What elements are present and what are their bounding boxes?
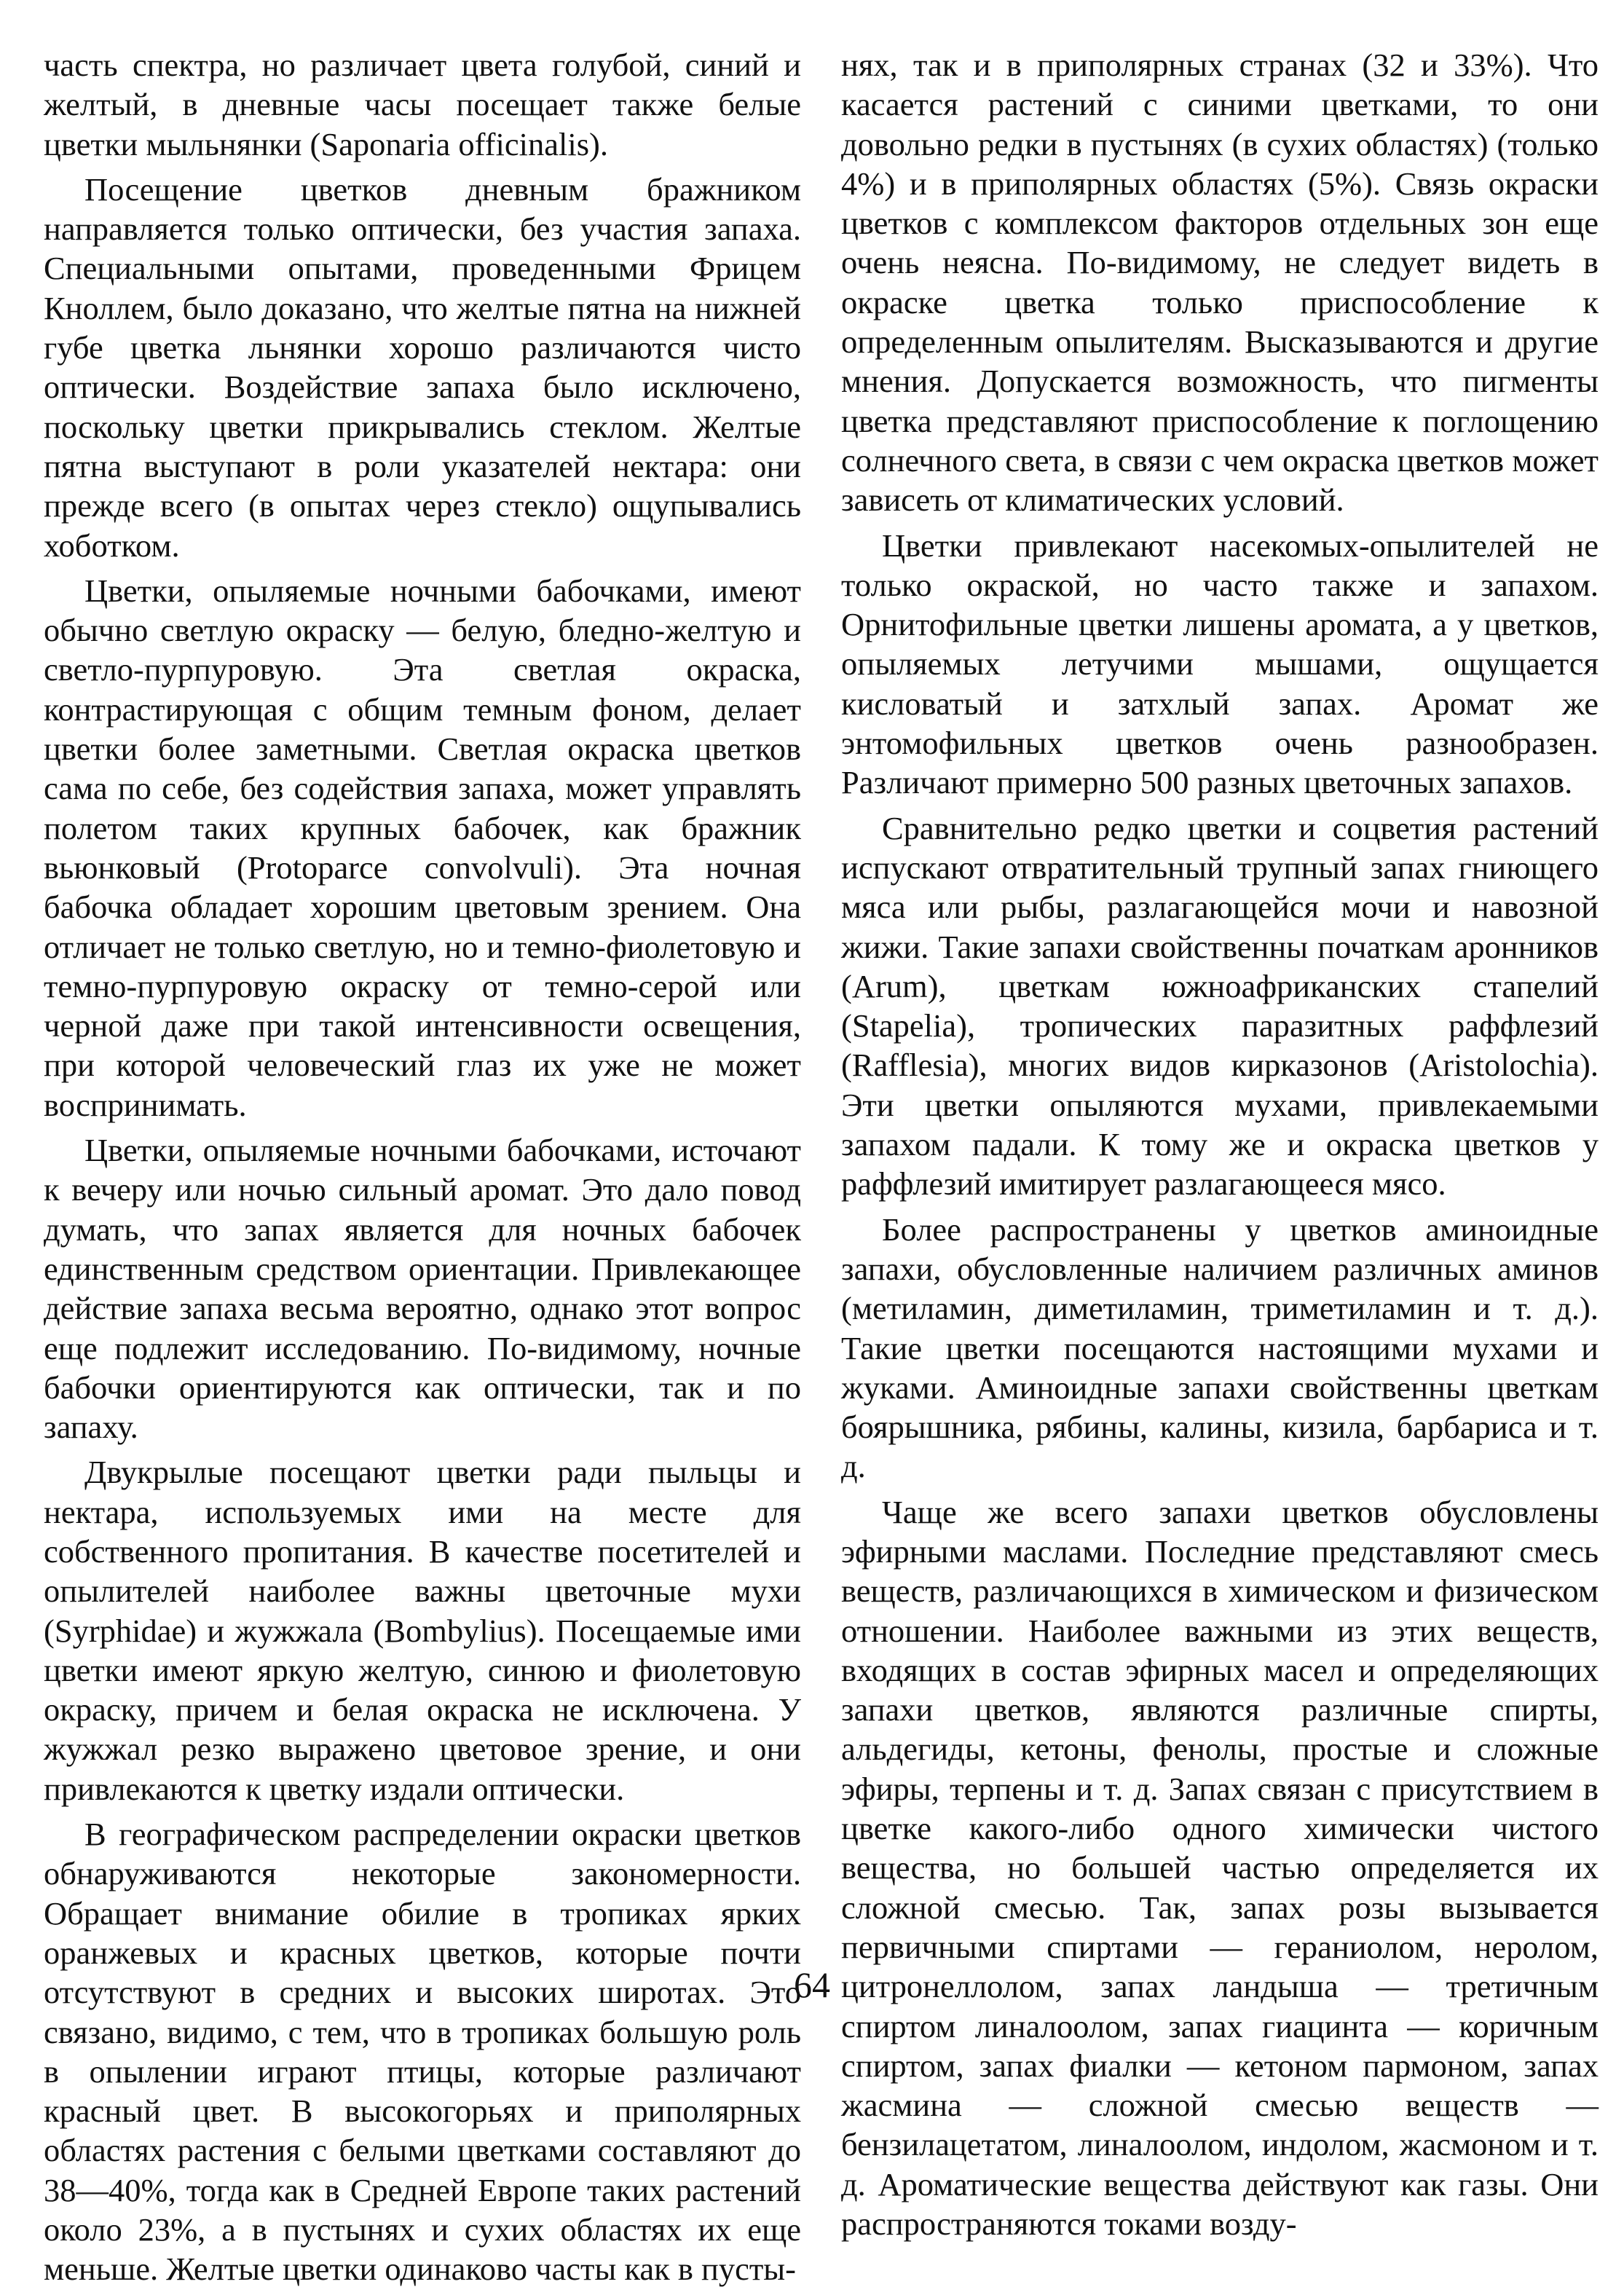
paragraph: В географическом распределении окраски цветков обнаруживаются некоторые закономерности. Обращает внимание обилие в тропиках ярких оранжевых и красных цветков, которые почти отсутствуют в средних и высоких широтах. Это связано, видимо, с тем, что в тропиках большую роль в опылении играют птицы, которые различают красный цвет. В высокогорьях и приполярных областях растения с белыми цветками составляют до 38—40%, тогда как в Средней Европе таких растений около 23%, а в пустынях и сухих областях их еще меньше. Желтые цветки одинаково часты как в пусты- bbox=[44, 1816, 801, 2288]
page-number: 64 bbox=[794, 1964, 830, 2005]
paragraph: Посещение цветков дневным бражником направляется только оптически, без участия запаха. Специальными опытами, проведенными Фрицем Кноллем, было доказано, что желтые пятна на нижней губе цветка льнянки хорошо различаются чисто оптически. Воздействие запаха было исключено, поскольку цветки прикрывались стеклом. Желтые пятна выступают в роли указателей нектара: они прежде всего (в опытах через стекло) ощупывались хоботком. bbox=[44, 170, 801, 564]
paragraph: Цветки, опыляемые ночными бабочками, источают к вечеру или ночью сильный аромат. Это дало повод думать, что запах является для ночных бабочек единственным средством ориентации. Привлекающее действие запаха весьма вероятно, однако этот вопрос еще подлежит исследованию. По-видимому, ночные бабочки ориентируются как оптически, так и по запаху. bbox=[44, 1132, 801, 1446]
paragraph: Сравнительно редко цветки и соцветия растений испускают отвратительный трупный запах гниющего мяса или рыбы, разлагающейся мочи и навозной жижи. Такие запахи свойственны початкам аронников (Arum), цветкам южноафриканских стапелий (Stapelia), тропических паразитных раффлезий (Rafflesia), многих видов кирказонов (Aristolochia). Эти цветки опыляются мухами, привлекаемыми запахом падали. К тому же и окраска цветков у раффлезий имитирует разлагающееся мясо. bbox=[841, 809, 1599, 1202]
paragraph: Более распространены у цветков аминоидные запахи, обусловленные наличием различных аминов (метиламин, диметиламин, триметиламин и т. д.). Такие цветки посещаются настоящими мухами и жуками. Аминоидные запахи свойственны цветкам боярышника, рябины, калины, кизила, барбариса и т. д. bbox=[841, 1211, 1599, 1485]
right-text-column bbox=[841, 45, 1599, 2249]
paragraph: нях, так и в приполярных странах (32 и 33%). Что касается растений с синими цветками, то они довольно редки в пустынях (в сухих областях) (только 4%) и в приполярных областях (5%). Связь окраски цветков с комплексом факторов отдельных зон еще очень неясна. По-видимому, не следует видеть в окраске цветка только приспособление к определенным опылителям. Высказываются и другие мнения. Допускается возможность, что пигменты цветка представляют приспособление к поглощению солнечного света, в связи с чем окраска цветков может зависеть от климатических условий. bbox=[841, 47, 1599, 519]
paragraph: Цветки привлекают насекомых-опылителей не только окраской, но часто также и запахом. Орнитофильные цветки лишены аромата, а у цветков, опыляемых летучими мышами, ощущается кисловатый и затхлый запах. Аромат же энтомофильных цветков очень разнообразен. Различают примерно 500 разных цветочных запахов. bbox=[841, 527, 1599, 801]
paragraph: часть спектра, но различает цвета голубой, синий и желтый, в дневные часы посещает также белые цветки мыльнянки (Saponaria officinalis). bbox=[44, 47, 801, 162]
paragraph: Цветки, опыляемые ночными бабочками, имеют обычно светлую окраску — белую, бледно-желтую и светло-пурпуровую. Эта светлая окраска, контрастирующая с общим темным фоном, делает цветки более заметными. Светлая окраска цветков сама по себе, без содействия запаха, может управлять полетом таких крупных бабочек, как бражник вьюнковый (Protoparce convolvuli). Эта ночная бабочка обладает хорошим цветовым зрением. Она отличает не только светлую, но и темно-фиолетовую и темно-пурпуровую окраску от темно-серой или черной даже при такой интенсивности освещения, при которой человеческий глаз их уже не может воспринимать. bbox=[44, 572, 801, 1123]
paragraph: Двукрылые посещают цветки ради пыльцы и нектара, используемых ими на месте для собственного пропитания. В качестве посетителей и опылителей наиболее важны цветочные мухи (Syrphidae) и жужжала (Bombylius). Посещаемые ими цветки имеют яркую желтую, синюю и фиолетовую окраску, причем и белая окраска не исключена. У жужжал резко выражено цветовое зрение, и они привлекаются к цветку издали оптически. bbox=[44, 1454, 801, 1807]
left-text-column bbox=[44, 45, 801, 2295]
paragraph: Чаще же всего запахи цветков обусловлены эфирными маслами. Последние представляют смесь веществ, различающихся в химическом и физическом отношении. Наиболее важными из этих веществ, входящих в состав эфирных масел и определяющих запахи цветков, являются различные спирты, альдегиды, кетоны, фенолы, простые и сложные эфиры, терпены и т. д. Запах связан с присутствием в цветке какого-либо одного химически чистого вещества, но большей частью определяется их сложной смесью. Так, запах розы вызывается первичными спиртами — гераниолом, неролом, цитронеллолом, запах ландыша — третичным спиртом линалоолом, запах гиацинта — коричным спиртом, запах фиалки — кетоном пармоном, запах жасмина — сложной смесью веществ — бензилацетатом, линалоолом, индолом, жасмоном и т. д. Ароматические вещества действуют как газы. Они распространяются токами возду- bbox=[841, 1493, 1599, 2243]
